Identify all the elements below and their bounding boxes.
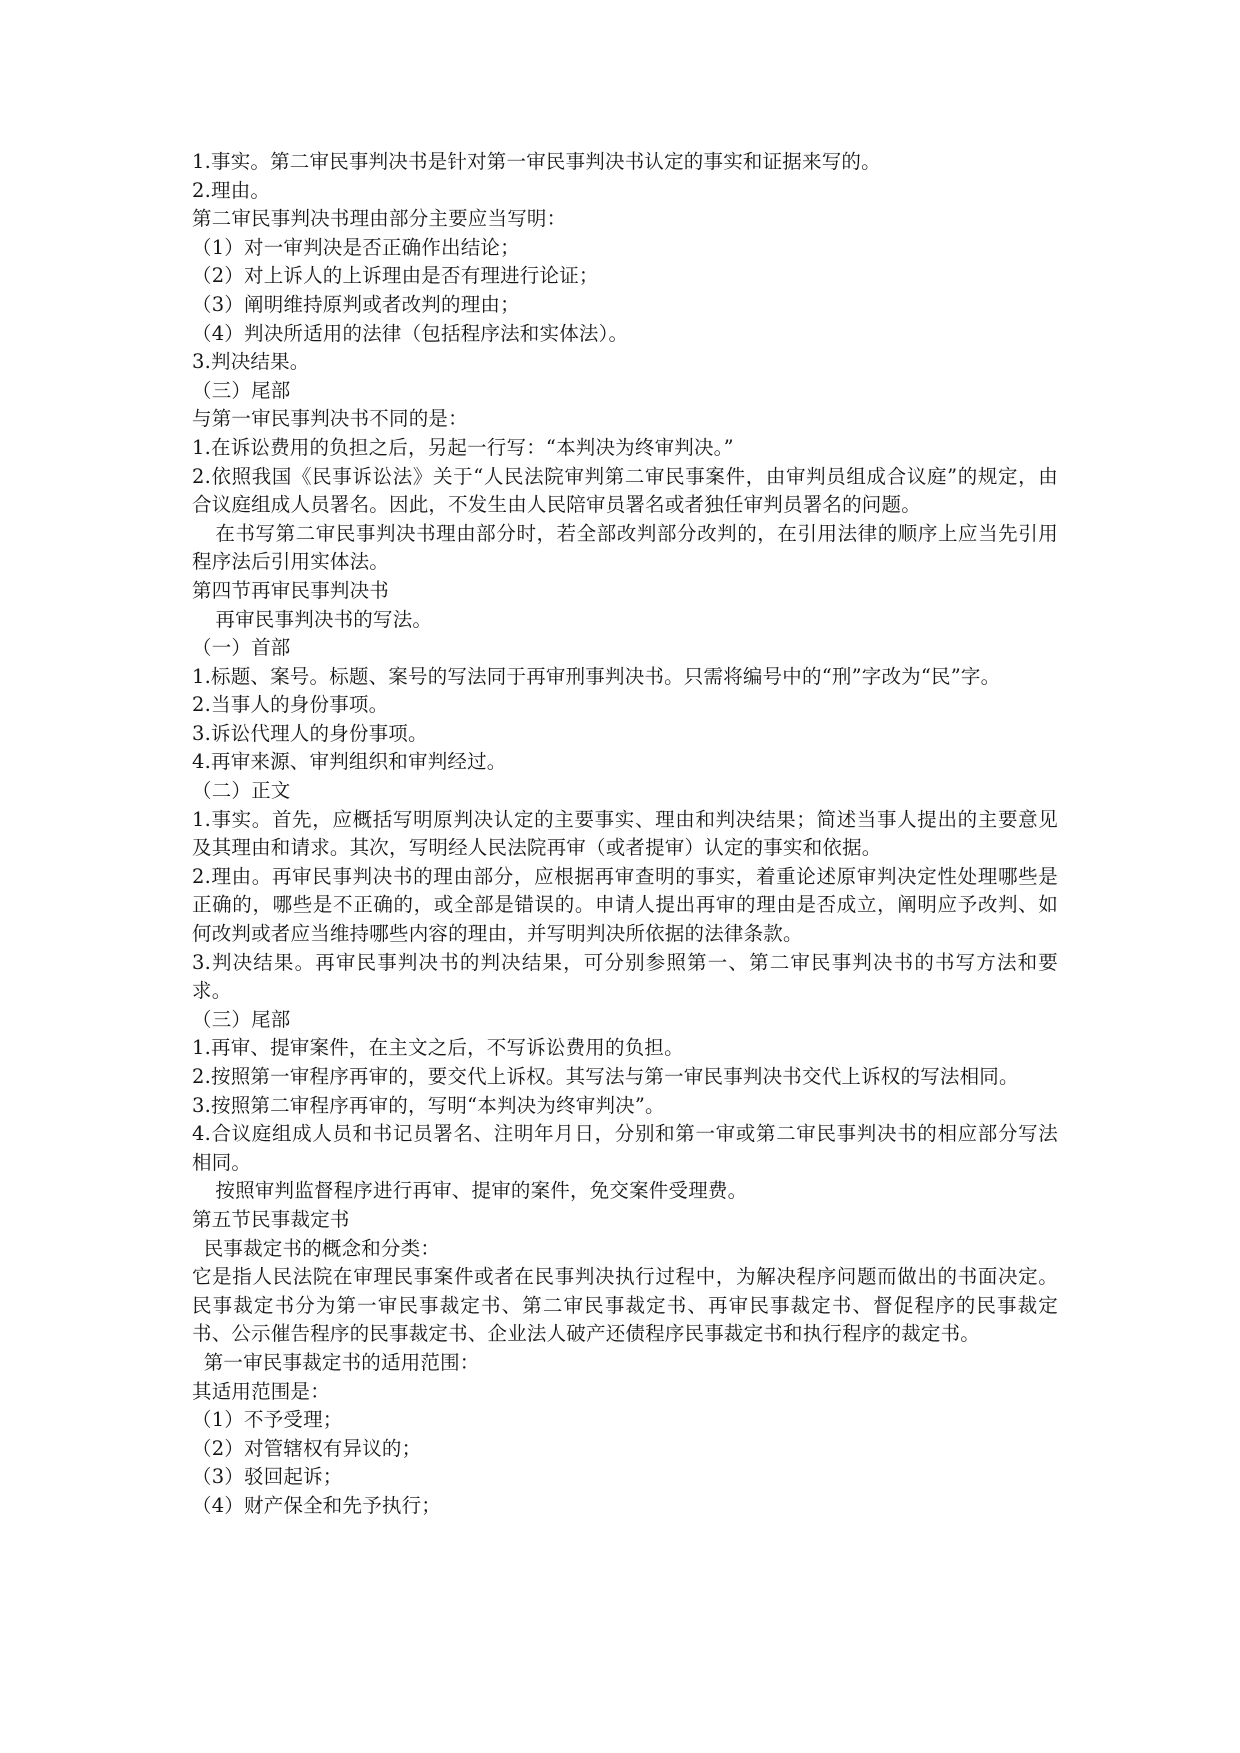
list-item: （3）驳回起诉； bbox=[192, 1465, 343, 1489]
paragraph: 2.理由。再审民事判决书的理由部分，应根据再审查明的事实，着重论述原审判决定性处理哪些是正确的，哪些是不正确的，或全部是错误的。申请人提出再审的理由是否成立，阐明应予改判、如何改判或者应当维持哪些内容的理由，并写明判决所依据的法律条款。 bbox=[192, 864, 1058, 946]
paragraph: 它是指人民法院在审理民事案件或者在民事判决执行过程中，为解决程序问题而做出的书面决定。民事裁定书分为第一审民事裁定书、第二审民事裁定书、再审民事裁定书、督促程序的民事裁定书、公示催告程序的民事裁定书、企业法人破产还债程序民事裁定书和执行程序的裁定书。 bbox=[192, 1265, 1058, 1346]
paragraph: 在书写第二审民事判决书理由部分时，若全部改判部分改判的，在引用法律的顺序上应当先引用程序法后引用实体法。 bbox=[192, 521, 1058, 574]
paragraph: 第二审民事判决书理由部分主要应当写明： bbox=[192, 207, 567, 231]
paragraph: 与第一审民事判决书不同的是： bbox=[192, 407, 468, 431]
paragraph: 3.判决结果。 bbox=[192, 350, 310, 374]
chapter-heading: 第四节再审民事判决书 bbox=[192, 578, 390, 602]
paragraph: 第一审民事裁定书的适用范围： bbox=[203, 1350, 480, 1374]
paragraph: 按照审判监督程序进行再审、提审的案件，免交案件受理费。 bbox=[215, 1179, 748, 1203]
paragraph: 1.再审、提审案件，在主文之后，不写诉讼费用的负担。 bbox=[192, 1036, 684, 1060]
paragraph: 3.诉讼代理人的身份事项。 bbox=[192, 721, 428, 745]
section-heading: （三）尾部 bbox=[192, 378, 291, 402]
paragraph: 2.理由。 bbox=[192, 178, 271, 202]
list-item: （3）阐明维持原判或者改判的理由； bbox=[192, 292, 520, 316]
list-item: （4）判决所适用的法律（包括程序法和实体法）。 bbox=[192, 321, 629, 345]
list-item: （2）对上诉人的上诉理由是否有理进行论证； bbox=[192, 264, 599, 288]
section-heading: （三）尾部 bbox=[192, 1007, 291, 1031]
document-body bbox=[192, 148, 1058, 1521]
paragraph: 1.标题、案号。标题、案号的写法同于再审刑事判决书。只需将编号中的“刑”字改为“民”字。 bbox=[192, 664, 1001, 688]
paragraph: 2.按照第一审程序再审的，要交代上诉权。其写法与第一审民事判决书交代上诉权的写法相同。 bbox=[192, 1065, 1019, 1088]
section-heading: （一）首部 bbox=[192, 636, 291, 660]
paragraph: 3.按照第二审程序再审的，写明“本判决为终审判决”。 bbox=[192, 1093, 665, 1117]
paragraph: 2.依照我国《民事诉讼法》关于“人民法院审判第二审民事案件，由审判员组成合议庭”的规定，由合议庭组成人员署名。因此，不发生由人民陪审员署名或者独任审判员署名的问题。 bbox=[192, 464, 1058, 517]
paragraph: 1.事实。首先，应概括写明原判决认定的主要事实、理由和判决结果；简述当事人提出的主要意见及其理由和请求。其次，写明经人民法院再审（或者提审）认定的事实和依据。 bbox=[192, 807, 1058, 860]
section-heading: （二）正文 bbox=[192, 779, 291, 803]
paragraph: 2.当事人的身份事项。 bbox=[192, 693, 389, 717]
paragraph: 1.在诉讼费用的负担之后，另起一行写：“本判决为终审判决。” bbox=[192, 435, 734, 459]
list-item: （2）对管辖权有异议的； bbox=[192, 1436, 422, 1460]
chapter-heading: 第五节民事裁定书 bbox=[192, 1207, 350, 1231]
paragraph: 1.事实。第二审民事判决书是针对第一审民事判决书认定的事实和证据来写的。 bbox=[192, 150, 881, 173]
paragraph: 4.合议庭组成人员和书记员署名、注明年月日，分别和第一审或第二审民事判决书的相应部分写法相同。 bbox=[192, 1122, 1058, 1174]
list-item: （1）不予受理； bbox=[192, 1408, 343, 1432]
paragraph: 民事裁定书的概念和分类： bbox=[203, 1236, 441, 1260]
paragraph: 再审民事判决书的写法。 bbox=[215, 607, 433, 631]
paragraph: 3.判决结果。再审民事判决书的判决结果，可分别参照第一、第二审民事判决书的书写方法和要求。 bbox=[192, 950, 1058, 1003]
paragraph: 其适用范围是： bbox=[192, 1379, 330, 1403]
list-item: （1）对一审判决是否正确作出结论； bbox=[192, 235, 520, 259]
paragraph: 4.再审来源、审判组织和审判经过。 bbox=[192, 750, 507, 774]
list-item: （4）财产保全和先予执行； bbox=[192, 1493, 442, 1517]
